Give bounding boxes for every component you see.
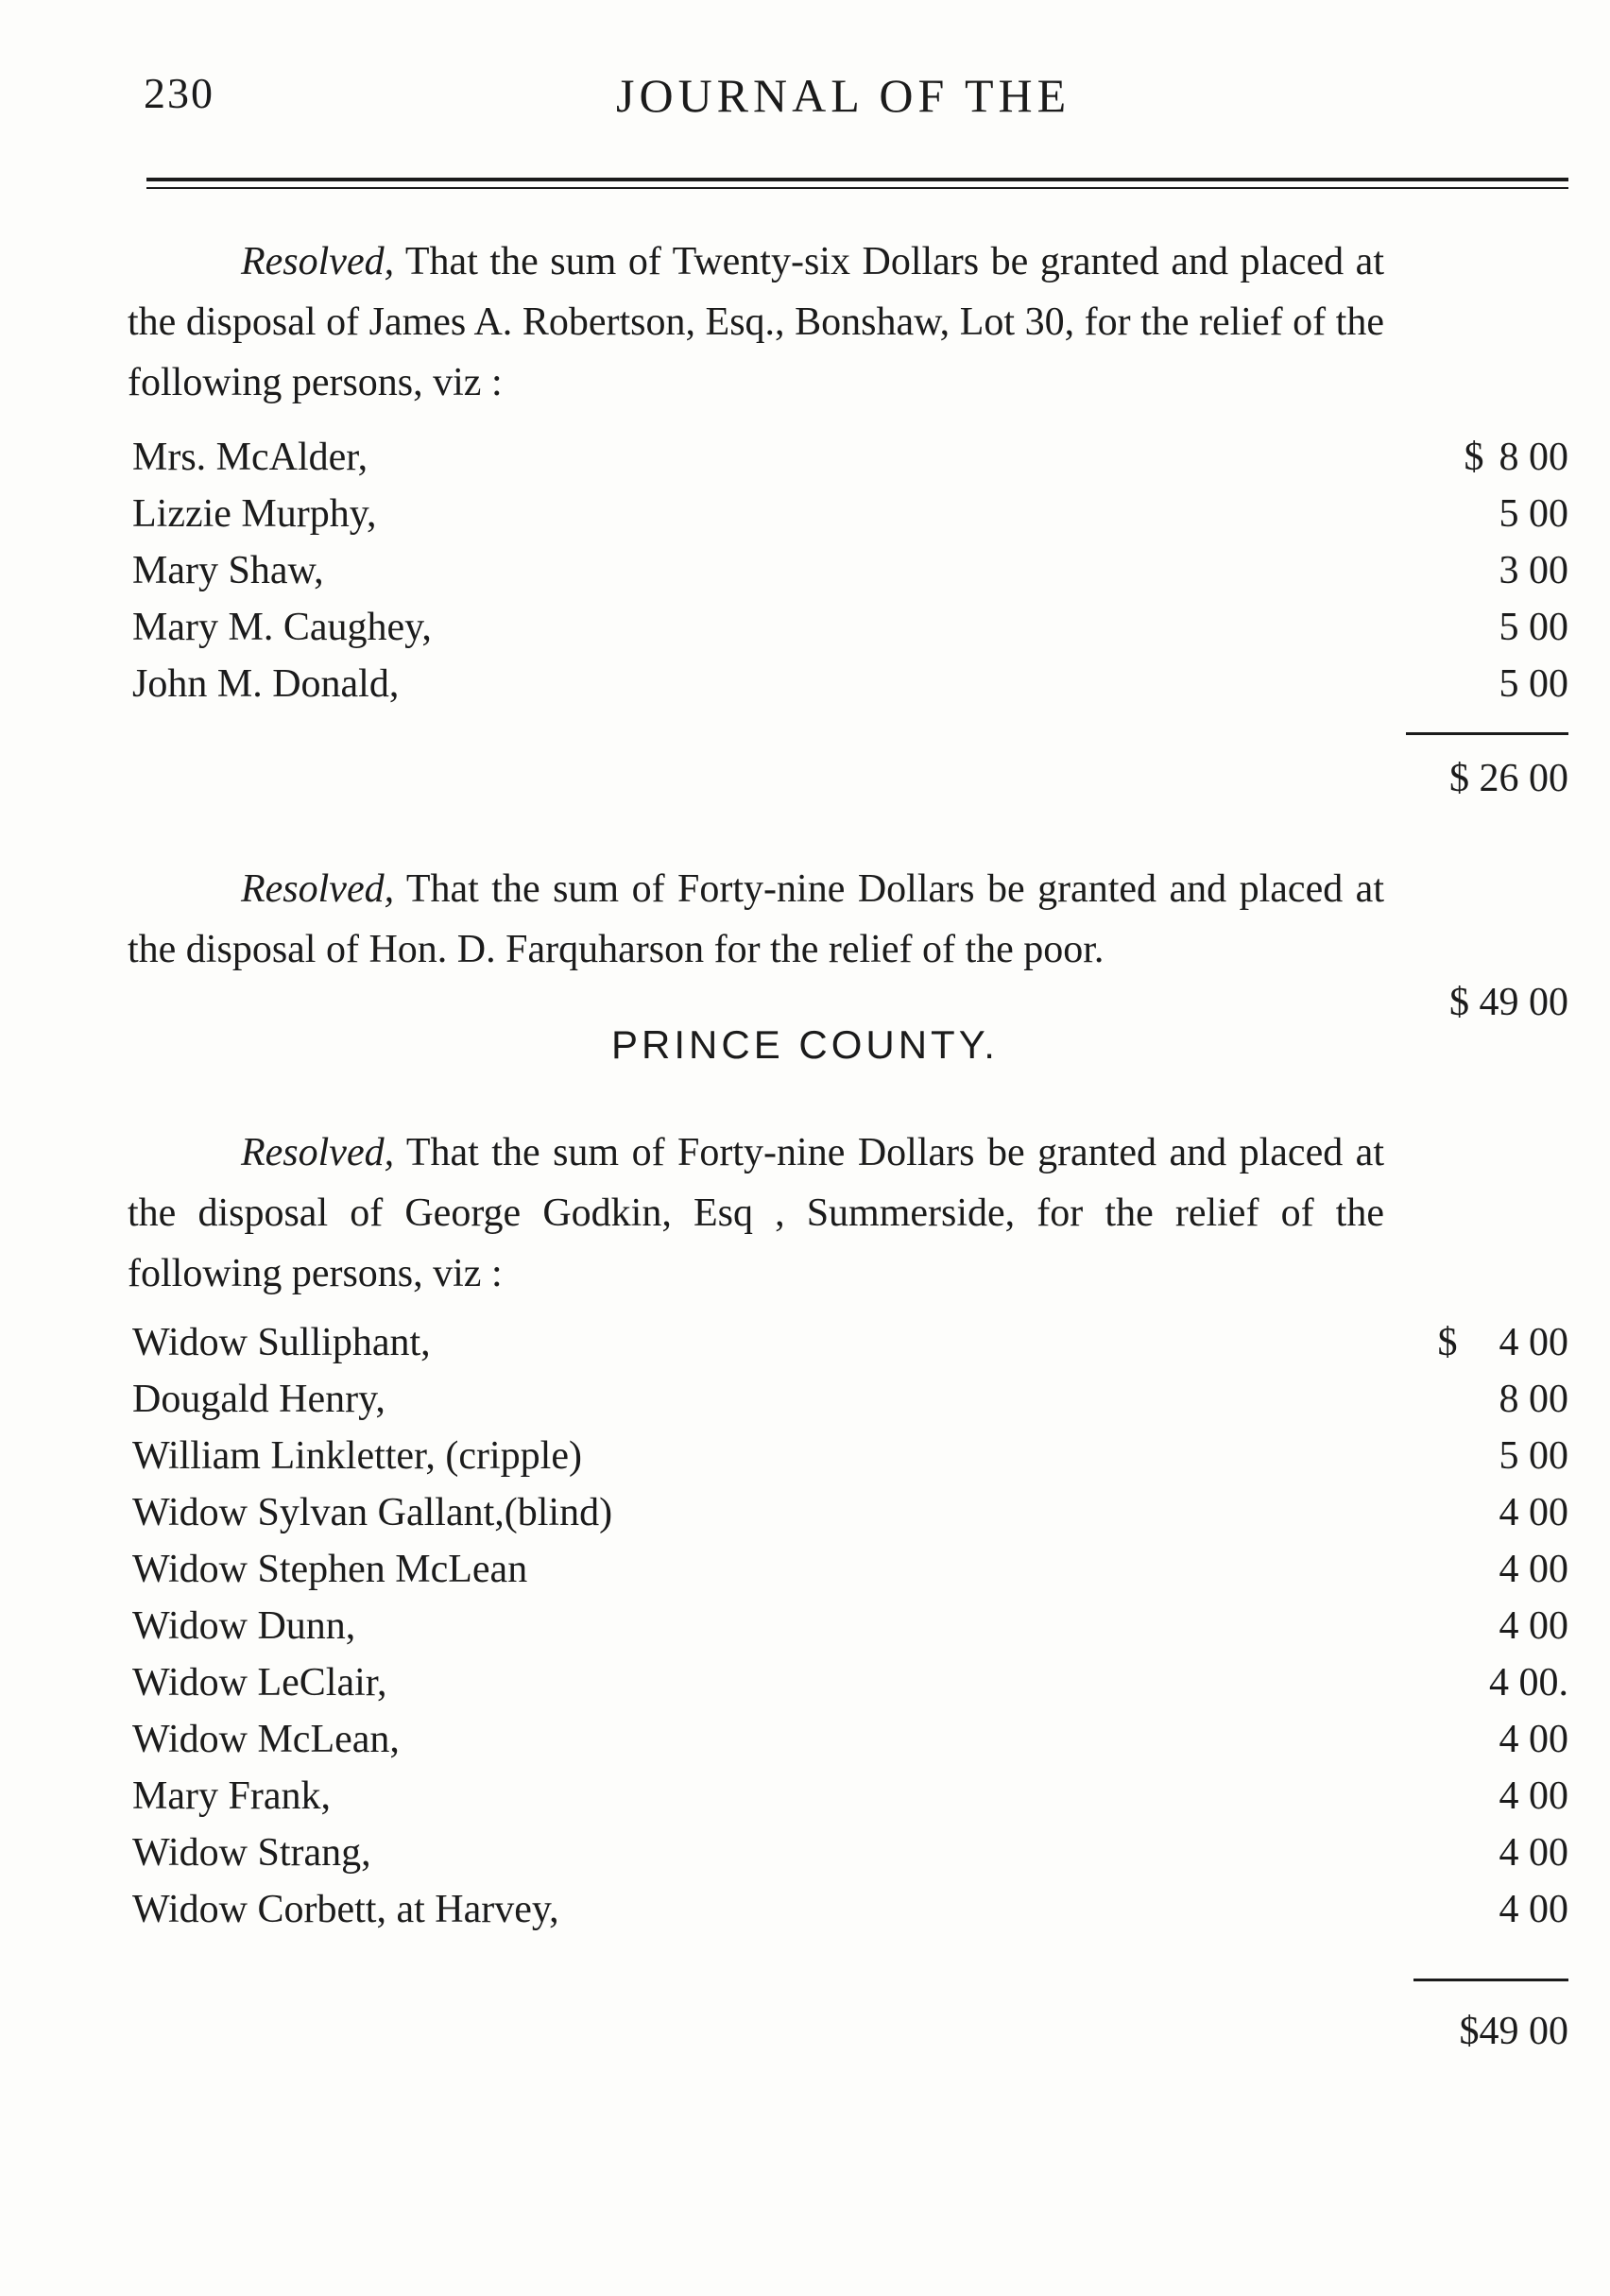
resolved-label: Resolved,	[241, 867, 395, 911]
person-name: Mary Frank,	[132, 1774, 331, 1818]
total-amount: $ 26 00	[1449, 757, 1568, 800]
total-rule	[1406, 732, 1568, 735]
list-item	[132, 429, 1568, 486]
list-item	[132, 1484, 1568, 1541]
person-name: Widow Dunn,	[132, 1604, 356, 1648]
relief-list-godkin	[132, 1314, 1568, 1938]
person-name: William Linkletter, (cripple)	[132, 1434, 582, 1478]
person-name: Dougald Henry,	[132, 1378, 385, 1421]
person-name: Widow Stephen McLean	[132, 1548, 528, 1591]
amount: 4 00	[1499, 1718, 1568, 1761]
amount: 8 00	[1499, 1378, 1568, 1421]
list-item	[132, 656, 1568, 712]
amount: 5 00	[1499, 606, 1568, 649]
list-item	[132, 1371, 1568, 1428]
county-heading: PRINCE COUNTY.	[611, 1022, 999, 1067]
list-item	[132, 599, 1568, 656]
person-name: Widow Strang,	[132, 1831, 371, 1875]
list-item	[132, 486, 1568, 542]
person-name: John M. Donald,	[132, 662, 400, 706]
person-name: Widow Sulliphant,	[132, 1321, 431, 1364]
amount: 4 00.	[1489, 1661, 1568, 1705]
amount: 5 00	[1499, 1434, 1568, 1478]
resolution-robertson	[128, 231, 1384, 413]
relief-list-robertson	[132, 429, 1568, 712]
resolved-label: Resolved,	[241, 240, 395, 283]
resolved-label: Resolved,	[241, 1131, 395, 1174]
list-item	[132, 1654, 1568, 1711]
header-rule-thin	[146, 187, 1568, 189]
amount: 4 00	[1499, 1831, 1568, 1875]
person-name: Mary Shaw,	[132, 549, 324, 592]
person-name: Widow LeClair,	[132, 1661, 387, 1705]
resolution-text: That the sum of Twenty-six Dollars be granted and placed at the disposal of James A. Robertson, Esq., Bonshaw, Lot 30, for the relief of the following persons, viz :	[128, 240, 1384, 404]
person-name: Widow Sylvan Gallant,(blind)	[132, 1491, 613, 1534]
person-name: Widow Corbett, at Harvey,	[132, 1888, 559, 1931]
list-item	[132, 1825, 1568, 1881]
header-rule-thick	[146, 178, 1568, 181]
person-name: Mary M. Caughey,	[132, 606, 432, 649]
total-amount: $49 00	[1459, 2010, 1568, 2053]
amount: 5 00	[1499, 662, 1568, 706]
page-header	[144, 68, 1570, 134]
amount: $ 8 00	[1464, 436, 1568, 479]
page-number: 230	[144, 69, 214, 117]
total-rule	[1413, 1979, 1568, 1981]
list-item	[132, 1428, 1568, 1484]
person-name: Widow McLean,	[132, 1718, 400, 1761]
amount: 5 00	[1499, 492, 1568, 536]
list-item	[132, 1711, 1568, 1768]
amount: 4 00	[1499, 1774, 1568, 1818]
amount: 4 00	[1499, 1888, 1568, 1931]
list-item	[132, 1598, 1568, 1654]
person-name: Lizzie Murphy,	[132, 492, 377, 536]
list-item	[132, 1881, 1568, 1938]
person-name: Mrs. McAlder,	[132, 436, 368, 479]
grant-amount: $ 49 00	[1449, 981, 1568, 1024]
resolution-godkin	[128, 1122, 1384, 1304]
list-item	[132, 1314, 1568, 1371]
resolution-text: That the sum of Forty-nine Dollars be granted and placed at the disposal of Hon. D. Farquharson for the relief of the poor.	[128, 867, 1384, 971]
resolution-text: That the sum of Forty-nine Dollars be granted and placed at the disposal of George Godkin, Esq , Summerside, for the relief of the following persons, viz :	[128, 1131, 1384, 1295]
list-item	[132, 542, 1568, 599]
amount: 4 00	[1499, 1548, 1568, 1591]
amount: 4 00	[1499, 1491, 1568, 1534]
amount: 3 00	[1499, 549, 1568, 592]
resolution-farquharson	[128, 859, 1384, 980]
list-item	[132, 1768, 1568, 1825]
list-item	[132, 1541, 1568, 1598]
amount: 4 00	[1499, 1604, 1568, 1648]
amount: $ 4 00	[1437, 1321, 1568, 1364]
running-head: JOURNAL OF THE	[616, 69, 1071, 122]
